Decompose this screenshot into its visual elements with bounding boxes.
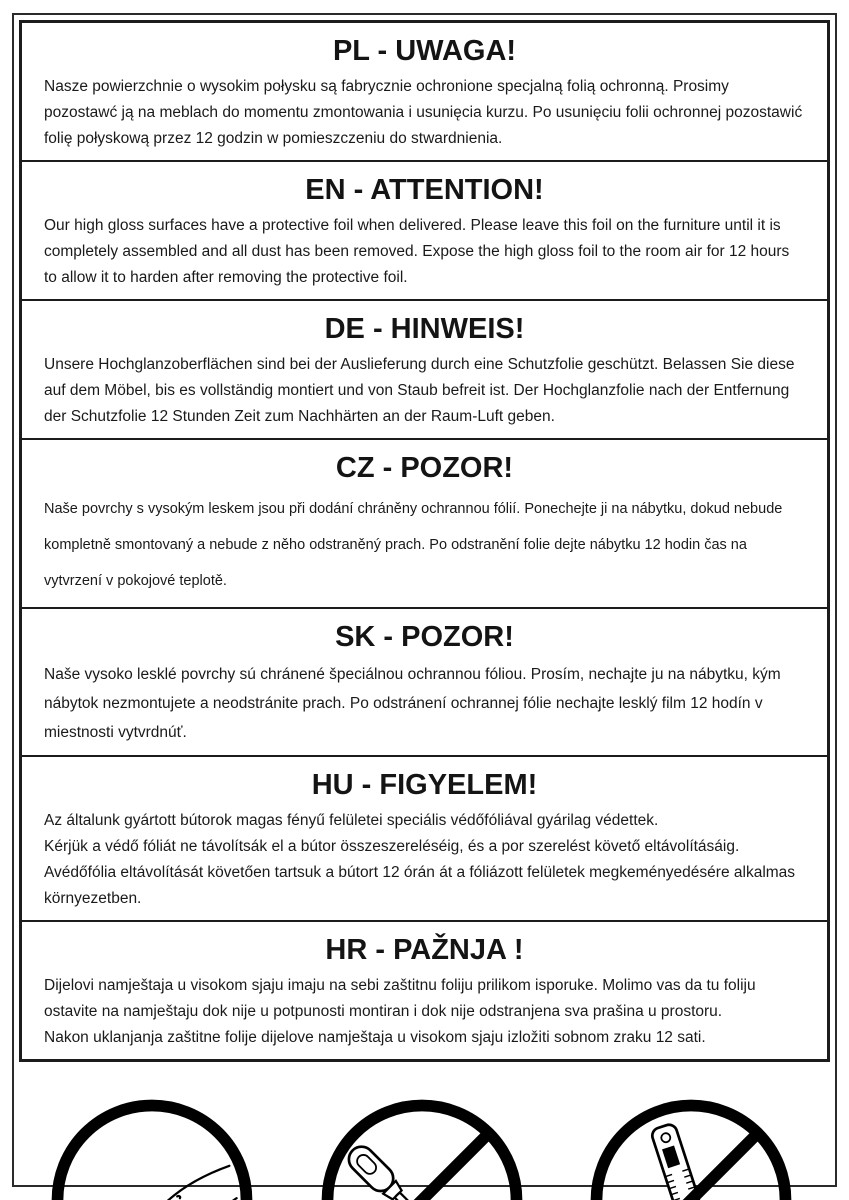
- section-hr: [22, 920, 827, 1059]
- section-title: EN - ATTENTION!: [305, 174, 544, 206]
- pictogram-row: [14, 1062, 835, 1200]
- section-body: Az általunk gyártott bútorok magas fényű felületei speciális védőfóliával gyárilag védettek.: [44, 812, 659, 829]
- section-title: DE - HINWEIS!: [324, 313, 525, 345]
- section-body: Nasze powierzchnie o wysokim połysku są fabrycznie ochronione specjalną folią ochronną. Prosimy pozostawć ją na meblach do momentu zmontowania i usunięcia kurzu. Po usunięciu folii ochronnej pozostawić folię połyskową przez 12 godzin w pomieszczeniu do stwardnienia.: [44, 78, 803, 147]
- section-title: HU - FIGYELEM!: [311, 769, 538, 801]
- section-de: [22, 299, 827, 438]
- section-title: CZ - POZOR!: [335, 452, 514, 484]
- section-hu: [22, 755, 827, 920]
- outer-border: [12, 13, 837, 1187]
- peel-foil-by-hand-icon: [44, 1092, 260, 1200]
- section-title: HR - PAŽNJA !: [325, 934, 524, 966]
- section-en: [22, 160, 827, 299]
- section-body: Avédőfólia eltávolítását követően tartsuk a bútort 12 órán át a fóliázott felületek megkeményedésére alkalmas környezetben.: [44, 864, 796, 907]
- language-sections: [19, 20, 830, 1062]
- section-body: Our high gloss surfaces have a protective foil when delivered. Please leave this foil on the furniture until it is completely assembled and all dust has been removed. Expose the high gloss foil to the room air for 12 hours to allow it to harden after removing the protective foil.: [44, 217, 790, 286]
- section-body: Kérjük a védő fóliát ne távolítsák el a bútor összeszereléséig, és a por szerelést követő eltávolításáig.: [44, 838, 740, 855]
- section-pl: [22, 23, 827, 160]
- section-title: PL - UWAGA!: [332, 35, 517, 67]
- section-sk: [22, 607, 827, 755]
- section-title: SK - POZOR!: [335, 621, 514, 653]
- section-body: Naše vysoko lesklé povrchy sú chránené špeciálnou ochrannou fóliou. Prosím, nechajte ju na nábytku, kým nábytok nezmontujete a neodstránite prach. Po odstránení ochrannej fólie nechajte lesklý film 12 hodín v miestnosti vytvrdnúť.: [44, 666, 781, 741]
- section-body: Nakon uklanjanja zaštitne folije dijelove namještaja u visokom sjaju izložiti sobnom zraku 12 sati.: [44, 1029, 706, 1046]
- no-screwdriver-icon: [314, 1092, 530, 1200]
- section-body: Dijelovi namještaja u visokom sjaju imaju na sebi zaštitnu foliju prilikom isporuke. Molimo vas da tu foliju ostavite na namještaju dok nije u potpunosti montiran i dok nije odstranjena sva prašina u prostoru.: [44, 977, 756, 1020]
- section-cz: [22, 438, 827, 607]
- no-utility-knife-icon: [583, 1092, 799, 1200]
- section-body: Unsere Hochglanzoberflächen sind bei der Auslieferung durch eine Schutzfolie geschützt. Belassen Sie diese auf dem Möbel, bis es vollständig montiert und von Staub befreit ist. Der Hochglanzfolie nach der Entfernung der Schutzfolie 12 Stunden Zeit zum Nachhärten an der Raum-Luft geben.: [44, 356, 795, 425]
- section-body: Naše povrchy s vysokým leskem jsou při dodání chráněny ochrannou fólií. Ponechejte ji na nábytku, dokud nebude kompletně smontovaný a nebude z něho odstraněný prach. Po odstranění folie dejte nábytku 12 hodin čas na vytvrzení v pokojové teplotě.: [44, 501, 783, 589]
